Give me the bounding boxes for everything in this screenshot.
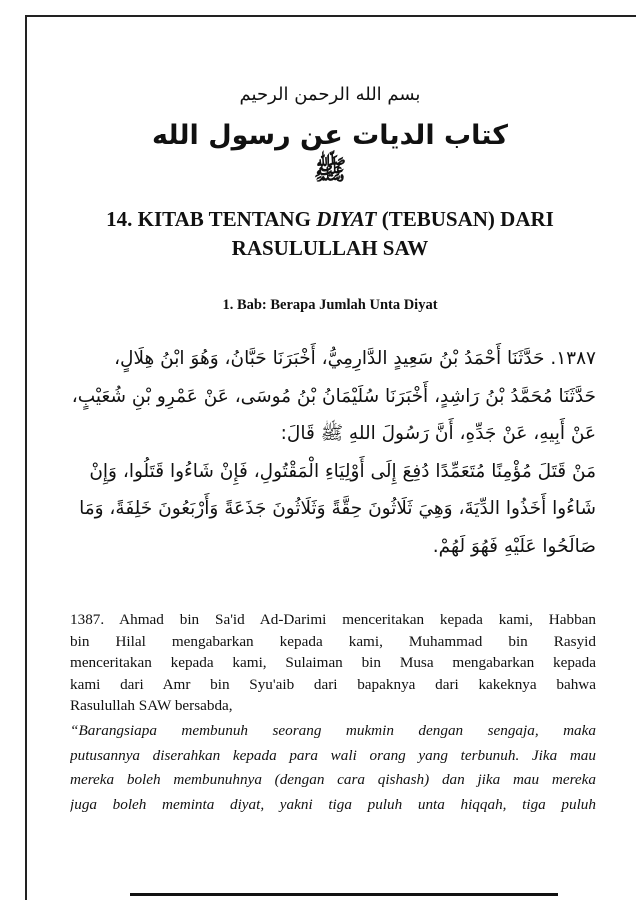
page-border-top <box>25 15 636 17</box>
page-border-left <box>25 15 27 900</box>
hadith-quote-paragraph <box>70 719 596 817</box>
arabic-hadith-text <box>68 340 596 565</box>
arabic-hadith-line: مَنْ قَتَلَ مُؤْمِنًا مُتَعَمِّدًا دُفِعَ إِلَى أَوْلِيَاءِ الْمَقْتُولِ، فَإِنْ شَاءُوا قَتَلُوا، وَإِنْ <box>89 460 596 482</box>
chapter-title-italic: DIYAT <box>316 207 377 231</box>
translation-line: Rasulullah SAW bersabda, <box>70 697 233 715</box>
arabic-hadith-line: عَنْ أَبِيهِ، عَنْ جَدِّهِ، أَنَّ رَسُولَ اللهِ ﷺ قَالَ: <box>280 423 596 444</box>
quote-line: mereka boleh membunuhnya (dengan cara qishash) dan jika mau mereka <box>70 771 596 788</box>
quote-line: putusannya diserahkan kepada para wali orang yang terbunuh. Jika mau <box>70 746 596 764</box>
chapter-title-prefix: 14. KITAB TENTANG <box>106 207 317 231</box>
bottom-rule <box>130 893 558 896</box>
quote-line: juga boleh meminta diyat, yakni tiga puluh unta hiqqah, tiga puluh <box>70 795 596 813</box>
arabic-hadith-line: صَالَحُوا عَلَيْهِ فَهُوَ لَهُمْ. <box>432 535 596 557</box>
arabic-hadith-line: شَاءُوا أَخَذُوا الدِّيَةَ، وَهِيَ ثَلَاثُونَ حِقَّةً وَثَلَاثُونَ جَذَعَةً وَأَرْبَعُونَ خَلِفَةً، وَمَا <box>79 498 596 519</box>
chapter-title-suffix: (TEBUSAN) DARI <box>376 207 554 231</box>
translation-paragraph <box>70 609 596 717</box>
translation-line: bin Hilal mengabarkan kepada kami, Muhammad bin Rasyid <box>70 632 596 650</box>
arabic-hadith-line: ١٣٨٧. حَدَّثَنَا أَحْمَدُ بْنُ سَعِيدٍ الدَّارِمِيُّ، أَخْبَرَنَا حَبَّانُ، وَهُوَ ابْنُ هِلَالٍ، <box>114 348 596 369</box>
translation-line: menceritakan kepada kami, Sulaiman bin Musa mengabarkan kepada <box>70 654 596 672</box>
arabic-chapter-title: كتاب الديات عن رسول الله ﷺ <box>152 120 508 187</box>
chapter-title-line2: RASULULLAH SAW <box>231 236 429 260</box>
bab-title: 1. Bab: Berapa Jumlah Unta Diyat <box>222 297 438 313</box>
bismillah: بسم الله الرحمن الرحيم <box>239 84 421 105</box>
quote-line: “Barangsiapa membunuh seorang mukmin dengan sengaja, maka <box>70 722 596 739</box>
translation-line: 1387. Ahmad bin Sa'id Ad-Darimi menceritakan kepada kami, Habban <box>70 611 596 628</box>
translation-line: kami dari Amr bin Syu'aib dari bapaknya dari kakeknya bahwa <box>70 675 596 693</box>
chapter-title <box>60 205 600 263</box>
arabic-hadith-line: حَدَّثَنَا مُحَمَّدُ بْنُ رَاشِدٍ، أَخْبَرَنَا سُلَيْمَانُ بْنُ مُوسَى، عَنْ عَمْرِو بْنِ شُعَيْبٍ، <box>71 385 596 407</box>
